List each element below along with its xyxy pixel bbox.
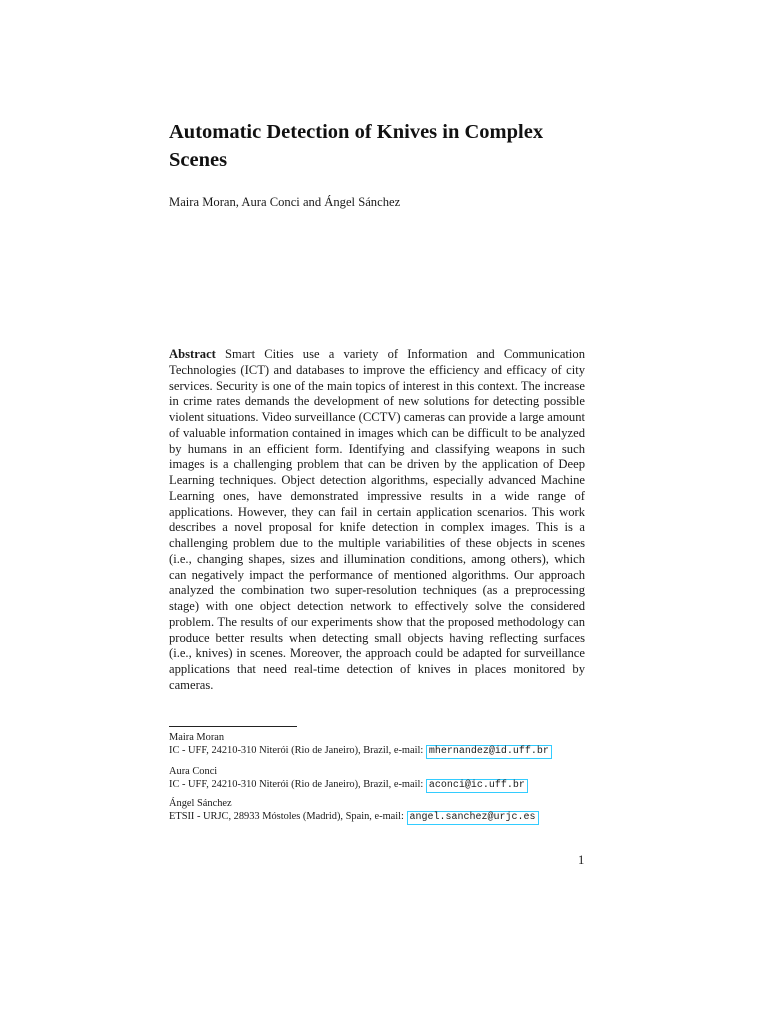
footnote-author-2 [169, 765, 589, 792]
footnote-author-name: Aura Conci [169, 766, 218, 777]
footnote-author-1 [169, 731, 589, 758]
email-link-moran[interactable]: mhernandez@id.uff.br [426, 745, 552, 759]
page-number: 1 [578, 853, 585, 867]
abstract-text: Smart Cities use a variety of Information and Communication Technologies (ICT) and databases to improve the efficiency and efficacy of city services. Security is one of the main topics of interest in this context. The increase in crime rates demands the development of new solutions for detecting possible violent situations. Video surveillance (CCTV) cameras can provide a large amount of valuable information contained in images which can be difficult to be analyzed by humans in an efficient form. Identifying and classifying weapons in such images is a challenging problem that can be driven by the application of Deep Learning techniques. Object detection algorithms, especially advanced Machine Learning ones, have demonstrated impressive results in a wide range of applications. However, they can fail in certain application scenarios. This work describes a novel proposal for knife detection in complex images. This is a challenging problem due to the multiple variabilities of these objects in scenes (i.e., changing shapes, sizes and illumination conditions, among others), which can negatively impact the performance of mentioned algorithms. Our approach analyzed the combination two super-resolution techniques (as a preprocessing stage) with one object detection network to effectively solve the considered problem. The results of our experiments show that the proposed methodology can produce better results when detecting small objects having reflecting surfaces (i.e., knives) in scenes. Moreover, the approach could be adapted for surveillance applications that need real-time detection of knives in places monitored by cameras. [169, 347, 585, 692]
email-link-conci[interactable]: aconci@ic.uff.br [426, 779, 528, 793]
footnote-author-name: Ángel Sánchez [169, 798, 232, 809]
email-link-sanchez[interactable]: angel.sanchez@urjc.es [407, 811, 539, 825]
footnote-divider [169, 726, 297, 727]
footnote-affiliation: IC - UFF, 24210-310 Niterói (Rio de Janeiro), Brazil, e-mail: [169, 745, 424, 756]
abstract [169, 347, 585, 694]
paper-title: Automatic Detection of Knives in Complex Scenes [169, 121, 544, 171]
abstract-label: Abstract [169, 347, 216, 361]
author-list: Maira Moran, Aura Conci and Ángel Sánchez [169, 195, 401, 209]
footnote-affiliation: IC - UFF, 24210-310 Niterói (Rio de Janeiro), Brazil, e-mail: [169, 779, 424, 790]
footnote-author-3 [169, 797, 589, 824]
footnote-affiliation: ETSII - URJC, 28933 Móstoles (Madrid), Spain, e-mail: [169, 811, 404, 822]
footnote-author-name: Maira Moran [169, 732, 225, 743]
